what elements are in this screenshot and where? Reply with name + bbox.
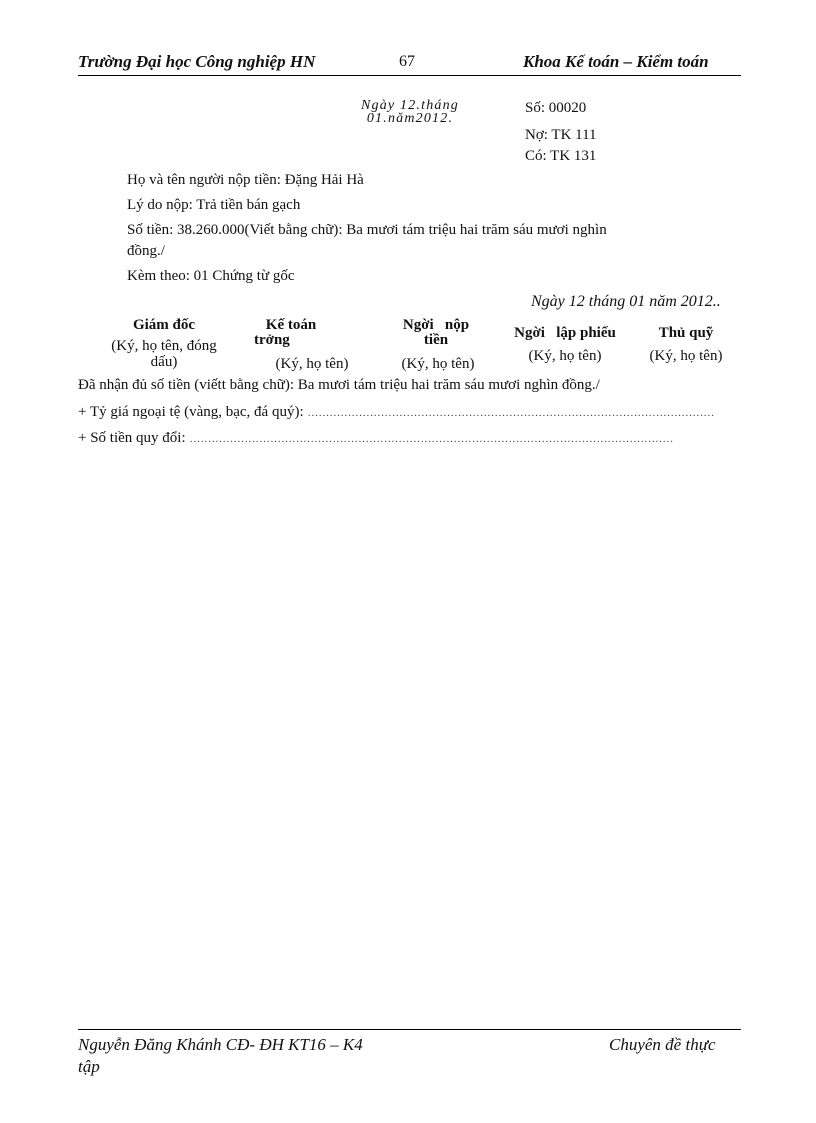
footer-title-part2: tập (78, 1057, 100, 1076)
footer-author: Nguyễn Đăng Khánh CĐ- ĐH KT16 – K4 (78, 1035, 363, 1054)
signature-chief-accountant-title1: Kế toán (265, 317, 317, 333)
sign-date: Ngày 12 tháng 01 năm 2012.. (531, 293, 721, 310)
payment-reason: Lý do nộp: Trả tiền bán gạch (127, 197, 301, 213)
receipt-number: Số: 00020 (525, 100, 587, 116)
signature-preparer-sub: (Ký, họ tên) (528, 348, 602, 364)
receipt-date (350, 99, 470, 125)
amount-line2: đồng./ (127, 243, 165, 259)
signature-director (96, 318, 232, 370)
footer-title-part1: Chuyên đề thực (609, 1035, 716, 1054)
signature-cashier (640, 326, 732, 364)
signature-chief-accountant-sub: (Ký, họ tên) (275, 356, 349, 372)
payer-name: Họ và tên người nộp tiền: Đặng Hải Hà (127, 172, 364, 188)
signature-chief-accountant-title2: trởng (254, 332, 290, 348)
header-school: Trường Đại học Công nghiệp HN (78, 52, 316, 71)
receipt-date-line1: Ngày 12.tháng (360, 98, 460, 113)
signature-director-sub2: dấu) (150, 354, 178, 370)
header-department: Khoa Kế toán – Kiểm toán (523, 52, 709, 71)
signature-director-title: Giám đốc (132, 317, 196, 333)
header-page-number: 67 (399, 53, 415, 70)
header-rule (78, 75, 741, 76)
signature-preparer-title: Ngời lập phiếu (514, 325, 616, 341)
signature-director-sub1: (Ký, họ tên, đóng (111, 338, 217, 354)
footer-rule (78, 1029, 741, 1030)
signature-payer-title2: tiền (423, 332, 449, 348)
debit-account: Nợ: TK 111 (525, 127, 597, 143)
attached-docs: Kèm theo: 01 Chứng từ gốc (127, 268, 295, 284)
signature-payer-sub: (Ký, họ tên) (401, 356, 475, 372)
signature-payer-title1: Ngời nộp (402, 317, 470, 333)
signature-chief-accountant (246, 318, 336, 348)
signature-preparer (502, 326, 628, 364)
signature-payer (388, 318, 484, 348)
exchange-rate-dots: ………………………………………………………………………………………………… (307, 407, 715, 419)
converted-amount-line (78, 430, 673, 447)
amount-line1: Số tiền: 38.260.000(Viết bằng chữ): Ba mươi tám triệu hai trăm sáu mươi nghìn (127, 222, 607, 238)
exchange-rate-label: + Tỷ giá ngoại tệ (vàng, bạc, đá quý): (78, 404, 308, 420)
converted-amount-label: + Số tiền quy đổi: (78, 430, 190, 446)
received-amount-text: Đã nhận đủ số tiền (viếtt bằng chữ): Ba mươi tám triệu hai trăm sáu mươi nghìn đồng./ (78, 377, 600, 393)
signature-cashier-sub: (Ký, họ tên) (649, 348, 723, 364)
credit-account: Có: TK 131 (525, 148, 597, 164)
exchange-rate-line (78, 404, 714, 421)
converted-amount-dots: …………………………………………………………………………………………………………………… (189, 433, 674, 445)
receipt-date-line2: 01.năm2012. (366, 111, 454, 126)
signature-cashier-title: Thủ quỹ (658, 325, 714, 341)
